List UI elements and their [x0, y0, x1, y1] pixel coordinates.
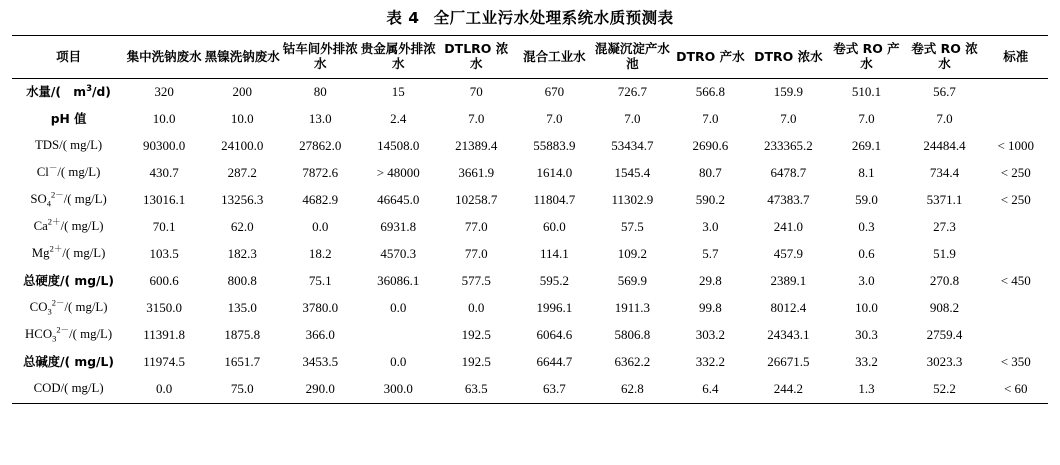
- cell-value: 53434.7: [611, 138, 654, 154]
- cell-value: 80.7: [699, 165, 722, 181]
- cell-value: 0.0: [468, 300, 485, 316]
- table-header-row: [12, 36, 1048, 79]
- cell-value: 90300.0: [143, 138, 186, 154]
- row-label: $HCO_3^{2-}/$( mg/L): [25, 324, 113, 344]
- cell-value: 290.0: [305, 381, 335, 397]
- cell-value: 8012.4: [770, 300, 807, 316]
- water-quality-table: [12, 35, 1048, 404]
- cell-value: 159.9: [773, 84, 804, 100]
- cell-standard: < 350: [1000, 354, 1031, 370]
- cell-value: 14508.0: [377, 138, 420, 154]
- cell-value: 2759.4: [926, 327, 963, 343]
- cell-value: 27.3: [933, 219, 956, 235]
- cell-value: 577.5: [461, 273, 491, 289]
- row-label: pH 值: [50, 111, 87, 126]
- cell-value: 200: [232, 84, 252, 100]
- cell-value: 11804.7: [533, 192, 576, 208]
- cell-value: 10.0: [152, 111, 176, 127]
- cell-value: 36086.1: [377, 273, 420, 289]
- table-caption: [12, 0, 1048, 35]
- cell-value: 114.1: [539, 246, 569, 262]
- cell-value: 30.3: [855, 327, 878, 343]
- cell-value: 3150.0: [146, 300, 183, 316]
- cell-value: 2690.6: [692, 138, 729, 154]
- cell-value: 62.0: [230, 219, 254, 235]
- cell-value: 7.0: [858, 111, 875, 127]
- cell-value: 300.0: [383, 381, 413, 397]
- row-label: $SO_4^{2-}/$( mg/L): [30, 189, 107, 209]
- cell-value: 10258.7: [455, 192, 498, 208]
- cell-value: 303.2: [695, 327, 726, 343]
- table-row: [12, 268, 1048, 295]
- cell-value: 7.0: [936, 111, 953, 127]
- row-label: $Mg^{2+}/$( mg/L): [31, 243, 106, 261]
- cell-value: 0.0: [390, 300, 407, 316]
- cell-value: 3661.9: [458, 165, 495, 181]
- cell-value: 6362.2: [614, 354, 651, 370]
- cell-value: 726.7: [617, 84, 647, 100]
- table-row: [12, 295, 1048, 322]
- table-row: [12, 376, 1048, 404]
- col-header-item: 项目: [56, 48, 82, 64]
- cell-value: 244.2: [773, 381, 804, 397]
- cell-value: 24484.4: [923, 138, 966, 154]
- cell-value: 3780.0: [302, 300, 339, 316]
- cell-value: 595.2: [539, 273, 569, 289]
- table-row: [12, 214, 1048, 241]
- cell-value: 7.0: [702, 111, 719, 127]
- cell-value: 33.2: [855, 354, 878, 370]
- cell-value: 4570.3: [380, 246, 417, 262]
- cell-value: 430.7: [149, 165, 179, 181]
- cell-value: 800.8: [227, 273, 257, 289]
- cell-standard: [984, 295, 1049, 322]
- cell-value: 908.2: [929, 300, 960, 316]
- cell-value: 287.2: [227, 165, 257, 181]
- table-row: [12, 133, 1048, 160]
- cell-value: 24100.0: [221, 138, 264, 154]
- cell-value: 1875.8: [224, 327, 261, 343]
- cell-value: 269.1: [851, 138, 882, 154]
- col-header-9: DTRO 浓水: [754, 48, 823, 64]
- cell-value: 10.0: [230, 111, 254, 127]
- cell-value: 75.1: [308, 273, 332, 289]
- col-header-2: 黑镍洗钠废水: [204, 48, 280, 64]
- row-label: Cl－/( mg/L): [36, 162, 101, 180]
- table-row: [12, 78, 1048, 106]
- cell-value: 11391.8: [143, 327, 186, 343]
- cell-value: 1.3: [858, 381, 875, 397]
- col-header-3: 钴车间外排浓水: [282, 41, 358, 72]
- cell-value: 366.0: [305, 327, 335, 343]
- cell-standard: [984, 322, 1049, 349]
- cell-standard: < 250: [1000, 165, 1031, 181]
- cell-value: 1545.4: [614, 165, 651, 181]
- cell-value: 3023.3: [926, 354, 963, 370]
- cell-value: 590.2: [695, 192, 726, 208]
- cell-standard: [984, 78, 1049, 106]
- cell-value: 241.0: [773, 219, 804, 235]
- cell-value: 6644.7: [536, 354, 573, 370]
- cell-value: 0.0: [390, 354, 407, 370]
- cell-value: > 48000: [376, 165, 420, 181]
- cell-value: 7.0: [468, 111, 485, 127]
- cell-value: 1651.7: [224, 354, 261, 370]
- cell-value: 60.0: [542, 219, 566, 235]
- cell-value: 569.9: [617, 273, 647, 289]
- cell-value: 63.5: [464, 381, 488, 397]
- cell-value: 109.2: [617, 246, 647, 262]
- row-label: $CO_3^{2-}/$( mg/L): [29, 297, 108, 317]
- cell-value: 7.0: [624, 111, 641, 127]
- row-label: TDS/( mg/L): [34, 138, 103, 153]
- cell-value: 6.4: [702, 381, 719, 397]
- cell-value: 6064.6: [536, 327, 573, 343]
- cell-value: 56.7: [933, 84, 956, 100]
- table-row: [12, 160, 1048, 187]
- table-row: [12, 241, 1048, 268]
- cell-value: 182.3: [227, 246, 257, 262]
- cell-standard: [984, 106, 1049, 133]
- col-header-4: 贵金属外排浓水: [360, 41, 436, 72]
- table-row: [12, 106, 1048, 133]
- table-caption-number: 表 4: [386, 9, 420, 27]
- row-label: $Ca^{2+}/$( mg/L): [33, 216, 104, 234]
- cell-value: 192.5: [461, 327, 491, 343]
- cell-value: 3453.5: [302, 354, 339, 370]
- cell-value: 75.0: [230, 381, 254, 397]
- cell-value: 1911.3: [614, 300, 650, 316]
- cell-value: 4682.9: [302, 192, 339, 208]
- col-header-8: DTRO 产水: [676, 48, 745, 64]
- row-label: 总碱度/( mg/L): [23, 354, 114, 369]
- table-head: [12, 36, 1048, 79]
- cell-value: 600.6: [149, 273, 179, 289]
- cell-value: 77.0: [464, 246, 488, 262]
- cell-value: 2.4: [390, 111, 407, 127]
- cell-value: 18.2: [308, 246, 332, 262]
- cell-value: 55883.9: [533, 138, 576, 154]
- cell-value: 135.0: [227, 300, 257, 316]
- cell-value: 99.8: [699, 300, 722, 316]
- cell-value: 233365.2: [764, 138, 813, 154]
- col-header-5: DTLRO 浓水: [444, 41, 509, 72]
- cell-standard: [984, 214, 1049, 241]
- cell-value: 192.5: [461, 354, 491, 370]
- table-row: [12, 187, 1048, 214]
- cell-value: 103.5: [149, 246, 179, 262]
- cell-value: 3.0: [702, 219, 719, 235]
- cell-value: 10.0: [855, 300, 878, 316]
- cell-value: 29.8: [699, 273, 722, 289]
- cell-value: 13016.1: [143, 192, 186, 208]
- cell-value: 0.3: [858, 219, 875, 235]
- table-row: [12, 349, 1048, 376]
- cell-value: 332.2: [695, 354, 726, 370]
- cell-value: 51.9: [933, 246, 956, 262]
- col-header-6: 混合工业水: [523, 48, 586, 64]
- cell-value: 11302.9: [611, 192, 654, 208]
- cell-value: 510.1: [851, 84, 882, 100]
- cell-value: 24343.1: [767, 327, 810, 343]
- cell-value: 2389.1: [770, 273, 807, 289]
- row-label: 水量/( $m^3/d$): [26, 83, 111, 99]
- cell-value: 320: [154, 84, 174, 100]
- cell-value: 21389.4: [455, 138, 498, 154]
- cell-value: [359, 322, 437, 349]
- cell-value: 5806.8: [614, 327, 651, 343]
- cell-standard: < 450: [1000, 273, 1031, 289]
- cell-value: 52.2: [933, 381, 956, 397]
- cell-value: 70: [469, 84, 483, 100]
- cell-value: 47383.7: [767, 192, 810, 208]
- cell-standard: < 1000: [997, 138, 1035, 154]
- cell-value: 5.7: [702, 246, 719, 262]
- cell-value: 457.9: [773, 246, 804, 262]
- cell-value: 59.0: [855, 192, 878, 208]
- cell-value: 734.4: [929, 165, 960, 181]
- cell-value: 11974.5: [143, 354, 186, 370]
- cell-value: 80: [313, 84, 327, 100]
- table-body: [12, 78, 1048, 403]
- cell-standard: < 60: [1003, 381, 1028, 397]
- cell-value: 5371.1: [926, 192, 963, 208]
- cell-value: 13.0: [308, 111, 332, 127]
- col-header-7: 混凝沉淀产水池: [594, 41, 670, 72]
- cell-value: 63.7: [542, 381, 566, 397]
- cell-value: 26671.5: [767, 354, 810, 370]
- cell-value: 77.0: [464, 219, 488, 235]
- cell-value: 46645.0: [377, 192, 420, 208]
- table-caption-title: 全厂工业污水处理系统水质预测表: [433, 9, 674, 27]
- cell-value: 670: [544, 84, 565, 100]
- cell-value: 70.1: [152, 219, 176, 235]
- cell-value: 57.5: [620, 219, 644, 235]
- row-label: COD/( mg/L): [33, 381, 104, 396]
- cell-value: 270.8: [929, 273, 960, 289]
- cell-value: 0.0: [312, 219, 329, 235]
- col-header-standard: 标准: [1003, 48, 1029, 64]
- cell-value: 1996.1: [536, 300, 573, 316]
- col-header-11: 卷式 RO 浓水: [911, 41, 978, 72]
- cell-value: 6478.7: [770, 165, 807, 181]
- table-row: [12, 322, 1048, 349]
- cell-value: 7872.6: [302, 165, 339, 181]
- cell-value: 13256.3: [221, 192, 264, 208]
- row-label: 总硬度/( mg/L): [23, 273, 114, 288]
- cell-value: 0.6: [858, 246, 875, 262]
- cell-standard: < 250: [1000, 192, 1031, 208]
- cell-value: 27862.0: [299, 138, 342, 154]
- cell-value: 8.1: [858, 165, 875, 181]
- cell-value: 62.8: [620, 381, 644, 397]
- cell-value: 566.8: [695, 84, 726, 100]
- cell-value: 15: [391, 84, 405, 100]
- cell-value: 1614.0: [536, 165, 573, 181]
- cell-value: 0.0: [156, 381, 173, 397]
- cell-value: 7.0: [780, 111, 797, 127]
- cell-standard: [984, 241, 1049, 268]
- cell-value: 3.0: [858, 273, 875, 289]
- col-header-1: 集中洗钠废水: [126, 48, 202, 64]
- cell-value: 7.0: [546, 111, 563, 127]
- col-header-10: 卷式 RO 产水: [833, 41, 900, 72]
- cell-value: 6931.8: [380, 219, 417, 235]
